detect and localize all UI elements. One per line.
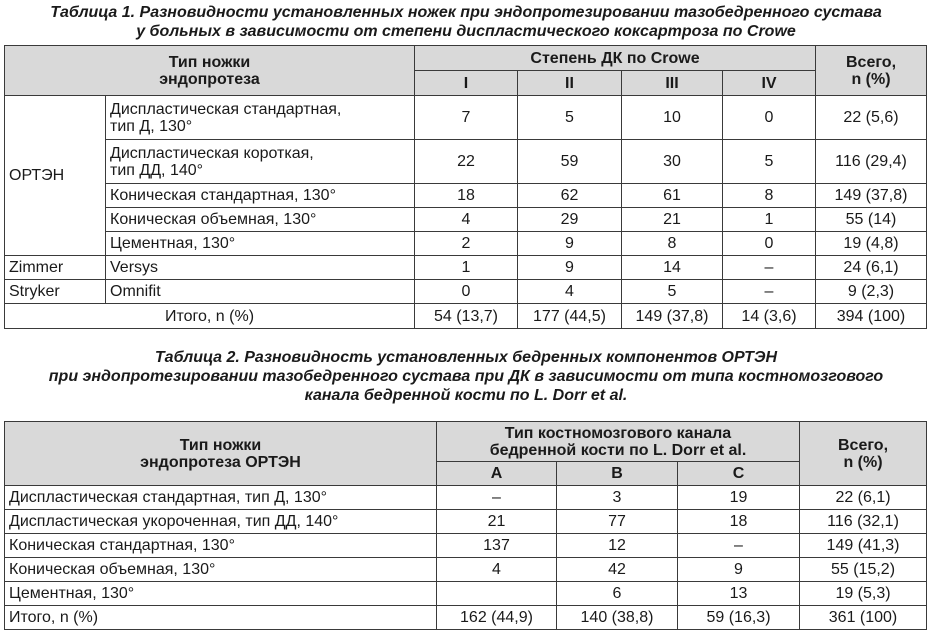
table2-header-type — [5, 422, 437, 486]
table2-header-total — [800, 422, 927, 486]
table1-grade-3: III — [622, 71, 723, 96]
cell: 18 — [678, 510, 800, 534]
table2-header-total-line2: n (%) — [843, 453, 883, 471]
cell — [437, 582, 557, 606]
table1-row-name: Коническая объемная, 130° — [106, 208, 415, 232]
table-row — [5, 558, 927, 582]
table2-caption-line2: при эндопротезировании тазобедренного сустава при ДК в зависимости от типа костномозгового — [48, 368, 884, 385]
cell-total: 22 (5,6) — [816, 96, 927, 140]
table1-group-orten: ОРТЭН — [5, 96, 106, 256]
cell: – — [678, 534, 800, 558]
table2-total-row — [5, 606, 927, 630]
cell: 7 — [415, 96, 518, 140]
cell: 5 — [622, 280, 723, 304]
cell-total: 19 (4,8) — [816, 232, 927, 256]
table1-header-row — [5, 46, 927, 71]
cell-total: 22 (6,1) — [800, 486, 927, 510]
table2-total-label: Итого, n (%) — [5, 606, 437, 630]
cell: – — [723, 280, 816, 304]
table1-total-label: Итого, n (%) — [5, 304, 415, 329]
cell: – — [437, 486, 557, 510]
row-name-line2: тип Д, 130° — [110, 117, 193, 135]
cell: 6 — [557, 582, 678, 606]
table1-row-name: Коническая стандартная, 130° — [106, 184, 415, 208]
cell: 0 — [723, 96, 816, 140]
table1-header-type — [5, 46, 415, 96]
cell: 22 — [415, 140, 518, 184]
cell: 54 (13,7) — [415, 304, 518, 329]
cell: 14 (3,6) — [723, 304, 816, 329]
cell: 21 — [622, 208, 723, 232]
row-name-line1: Диспластическая короткая, — [110, 144, 314, 162]
cell: 77 — [557, 510, 678, 534]
cell: 149 (37,8) — [622, 304, 723, 329]
table1-row-name — [106, 96, 415, 140]
table2-row-name: Коническая объемная, 130° — [5, 558, 437, 582]
cell: 61 — [622, 184, 723, 208]
table-row — [5, 140, 927, 184]
cell: 8 — [622, 232, 723, 256]
table1-row-name: Omnifit — [106, 280, 415, 304]
table2-row-name: Диспластическая укороченная, тип ДД, 140° — [5, 510, 437, 534]
table1 — [4, 45, 927, 329]
cell: – — [723, 256, 816, 280]
table2 — [4, 421, 927, 630]
cell: 4 — [437, 558, 557, 582]
table1-header-total-line2: n (%) — [851, 70, 891, 88]
table-row — [5, 184, 927, 208]
table-row — [5, 96, 927, 140]
table2-grade-a: А — [437, 462, 557, 486]
cell: 1 — [723, 208, 816, 232]
table1-header-type-line1: Тип ножки — [168, 53, 251, 71]
cell: 137 — [437, 534, 557, 558]
cell: 12 — [557, 534, 678, 558]
table-row — [5, 582, 927, 606]
cell: 62 — [518, 184, 622, 208]
table1-caption-line2: у больных в зависимости от степени диспластического коксартроза по Crowe — [136, 23, 796, 40]
cell: 5 — [723, 140, 816, 184]
cell: 9 — [518, 256, 622, 280]
cell: 18 — [415, 184, 518, 208]
cell: 4 — [518, 280, 622, 304]
row-name-line2: тип ДД, 140° — [110, 161, 204, 179]
cell: 4 — [415, 208, 518, 232]
cell: 5 — [518, 96, 622, 140]
table2-header-row — [5, 422, 927, 462]
table2-header-canal-line1: Тип костномозгового канала — [504, 424, 732, 442]
table2-caption-line1: Таблица 2. Разновидность установленных бедренных компонентов ОРТЭН — [154, 349, 778, 366]
table1-grade-2: II — [518, 71, 622, 96]
table-row — [5, 280, 927, 304]
table-row — [5, 510, 927, 534]
table1-group-zimmer: Zimmer — [5, 256, 106, 280]
cell: 29 — [518, 208, 622, 232]
table2-row-name: Диспластическая стандартная, тип Д, 130° — [5, 486, 437, 510]
cell-total: 394 (100) — [816, 304, 927, 329]
table-row — [5, 208, 927, 232]
table2-grade-c: С — [678, 462, 800, 486]
cell-total: 9 (2,3) — [816, 280, 927, 304]
cell-total: 116 (29,4) — [816, 140, 927, 184]
table2-header-canal — [437, 422, 800, 462]
table1-caption — [0, 3, 932, 41]
table2-header-type-line1: Тип ножки — [179, 436, 262, 454]
cell: 140 (38,8) — [557, 606, 678, 630]
cell: 59 — [518, 140, 622, 184]
cell-total: 55 (14) — [816, 208, 927, 232]
table2-caption — [0, 348, 932, 405]
cell-total: 24 (6,1) — [816, 256, 927, 280]
table1-caption-line1: Таблица 1. Разновидности установленных ножек при эндопротезировании тазобедренного сустава — [50, 4, 882, 21]
cell-total: 19 (5,3) — [800, 582, 927, 606]
table1-total-row — [5, 304, 927, 329]
table-row — [5, 232, 927, 256]
cell: 3 — [557, 486, 678, 510]
cell: 13 — [678, 582, 800, 606]
table1-header-degree: Степень ДК по Crowe — [415, 46, 816, 71]
table1-row-name: Цементная, 130° — [106, 232, 415, 256]
cell-total: 149 (41,3) — [800, 534, 927, 558]
cell: 9 — [678, 558, 800, 582]
table2-header-total-line1: Всего, — [838, 436, 889, 454]
cell-total: 149 (37,8) — [816, 184, 927, 208]
cell-total: 361 (100) — [800, 606, 927, 630]
table1-header-total — [816, 46, 927, 96]
cell: 42 — [557, 558, 678, 582]
cell: 162 (44,9) — [437, 606, 557, 630]
cell: 177 (44,5) — [518, 304, 622, 329]
table2-row-name: Коническая стандартная, 130° — [5, 534, 437, 558]
cell: 30 — [622, 140, 723, 184]
table-row — [5, 534, 927, 558]
table1-header-total-line1: Всего, — [845, 53, 897, 71]
row-name-line1: Диспластическая стандартная, — [110, 100, 342, 118]
table1-group-stryker: Stryker — [5, 280, 106, 304]
cell: 14 — [622, 256, 723, 280]
table2-caption-line3: канала бедренной кости по L. Dorr et al. — [304, 387, 628, 404]
table1-header-type-line2: эндопротеза — [159, 70, 260, 88]
table-row — [5, 486, 927, 510]
table2-grade-b: В — [557, 462, 678, 486]
table2-row-name: Цементная, 130° — [5, 582, 437, 606]
table-row — [5, 256, 927, 280]
cell: 2 — [415, 232, 518, 256]
cell-total: 55 (15,2) — [800, 558, 927, 582]
table1-row-name: Versys — [106, 256, 415, 280]
cell-total: 116 (32,1) — [800, 510, 927, 534]
cell: 59 (16,3) — [678, 606, 800, 630]
table1-grade-4: IV — [723, 71, 816, 96]
cell: 10 — [622, 96, 723, 140]
table1-row-name — [106, 140, 415, 184]
cell: 9 — [518, 232, 622, 256]
cell: 1 — [415, 256, 518, 280]
cell: 8 — [723, 184, 816, 208]
cell: 21 — [437, 510, 557, 534]
cell: 19 — [678, 486, 800, 510]
table1-grade-1: I — [415, 71, 518, 96]
table2-header-type-line2: эндопротеза ОРТЭН — [140, 453, 301, 471]
cell: 0 — [723, 232, 816, 256]
cell: 0 — [415, 280, 518, 304]
table2-header-canal-line2: бедренной кости по L. Dorr et al. — [489, 441, 747, 459]
